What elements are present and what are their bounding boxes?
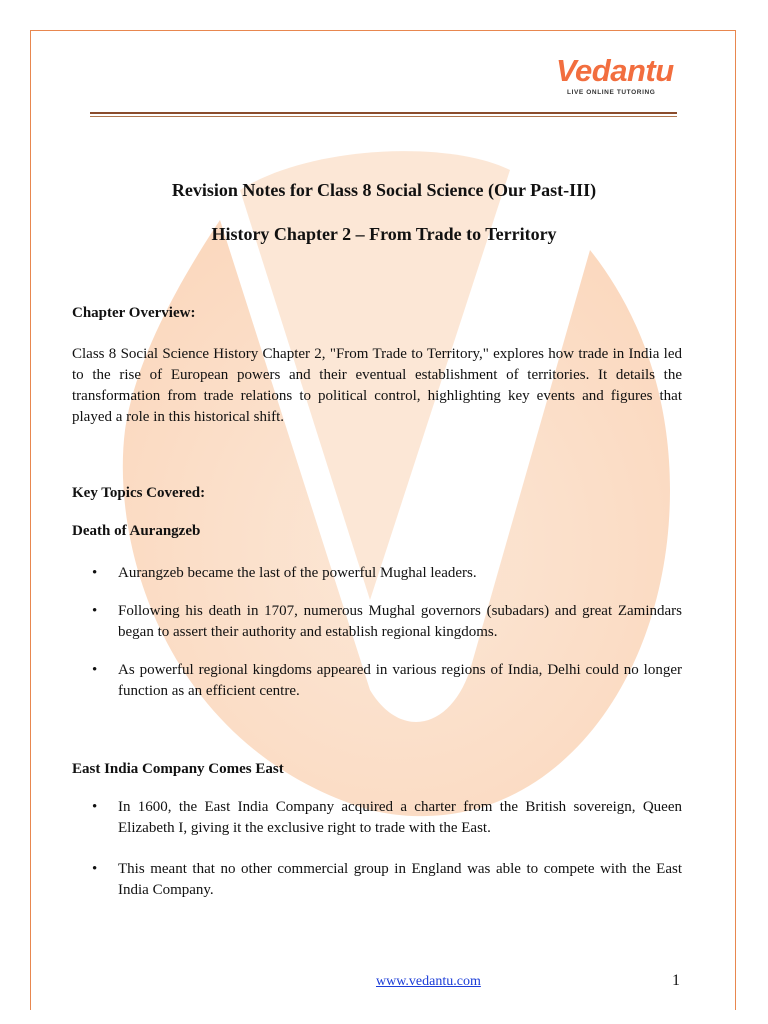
header-rule-thin — [90, 116, 677, 117]
section-heading: East India Company Comes East — [72, 761, 284, 777]
bullet-icon: • — [92, 662, 98, 678]
logo-tagline: LIVE ONLINE TUTORING — [567, 89, 656, 96]
bullet-icon: • — [92, 565, 98, 581]
page-number: 1 — [672, 972, 680, 989]
bullet-icon: • — [92, 861, 98, 877]
chapter-title: History Chapter 2 – From Trade to Territory — [211, 224, 557, 244]
header-rule — [90, 112, 677, 114]
section-heading: Death of Aurangzeb — [72, 523, 201, 539]
bullet-icon: • — [92, 603, 98, 619]
website-link[interactable]: www.vedantu.com — [376, 974, 481, 989]
logo-wordmark: Vedantu — [556, 53, 674, 88]
key-topics-heading: Key Topics Covered: — [72, 485, 206, 501]
document-title: Revision Notes for Class 8 Social Science (Our Past-III) — [171, 180, 597, 200]
overview-heading: Chapter Overview: — [72, 305, 196, 321]
overview-paragraph: Class 8 Social Science History Chapter 2, "From Trade to Territory," explores how trade in India led to the rise of European powers and their eventual establishment of territories. It details the transformation from trade relations to political control, highlighting key events and figures that played a role in this historical shift. — [72, 346, 682, 425]
vedantu-logo — [556, 54, 681, 100]
bullet-icon: • — [92, 799, 98, 815]
